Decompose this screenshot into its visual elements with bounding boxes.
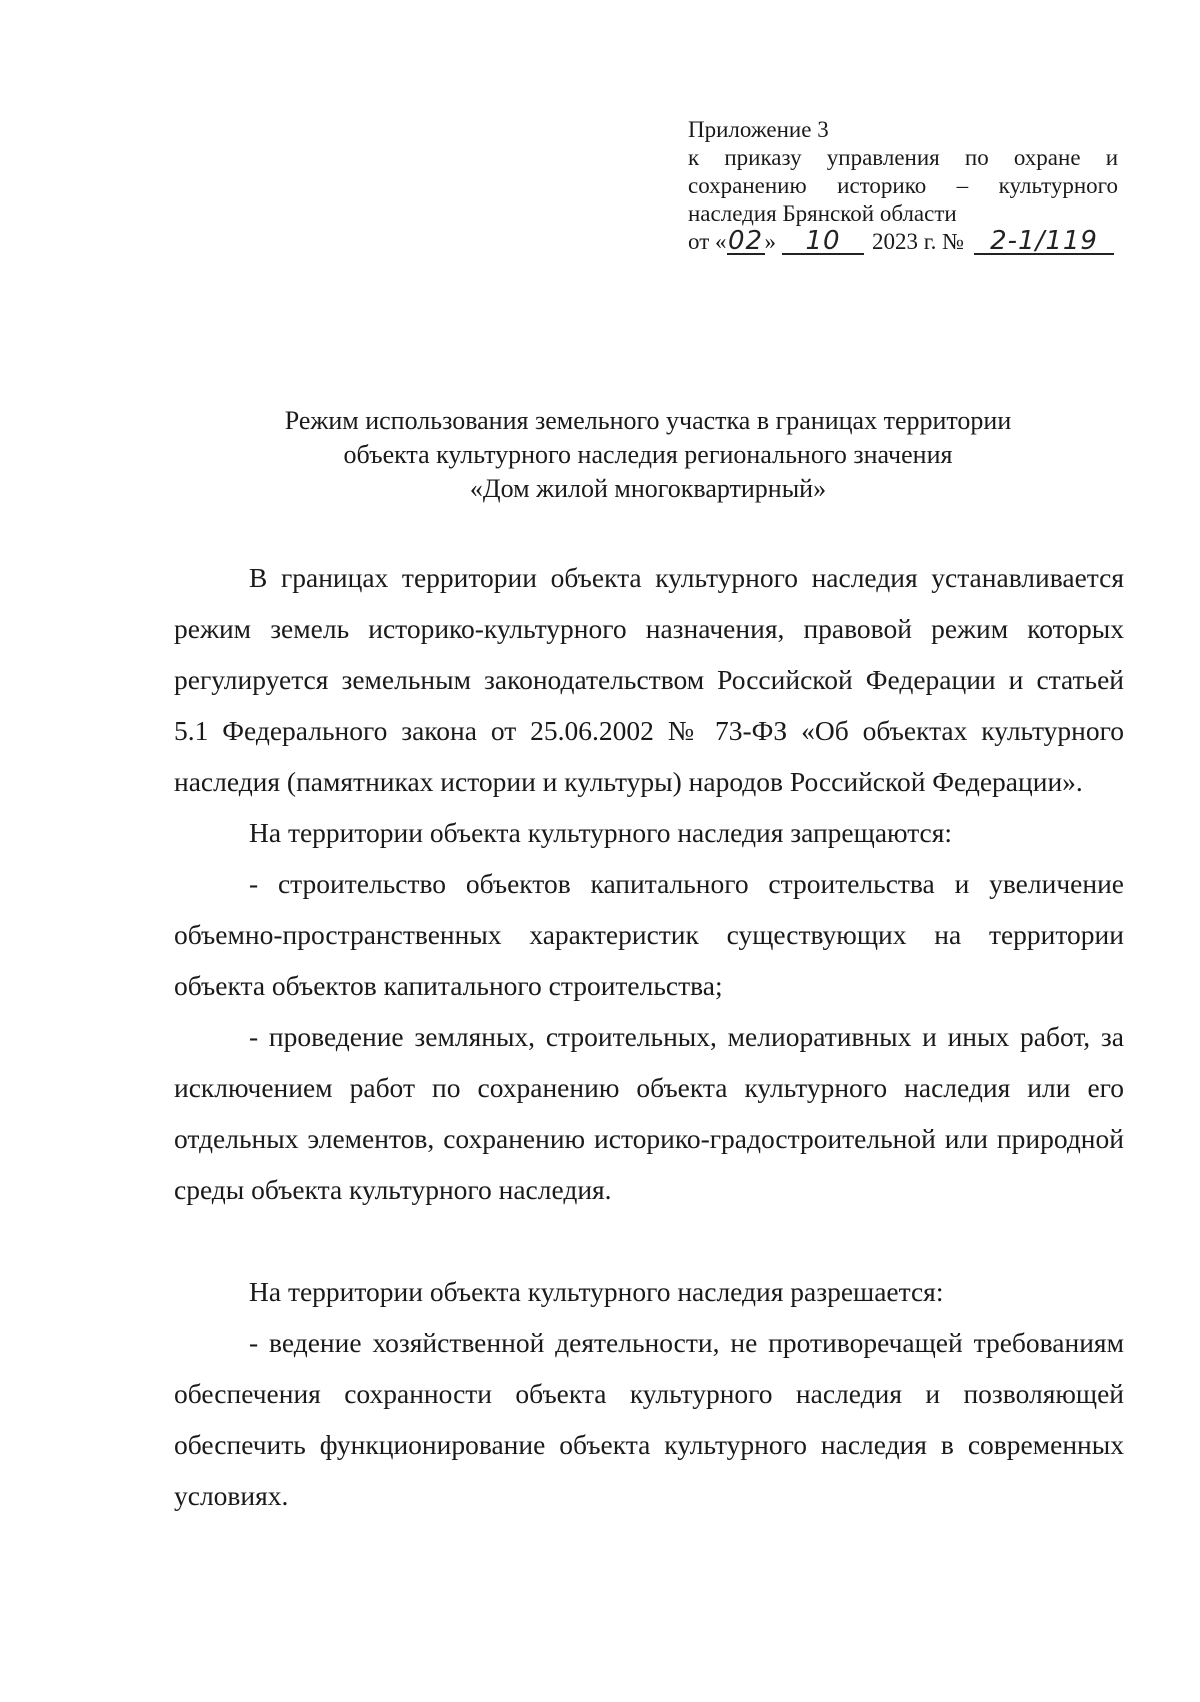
paragraph-prohibited-heading: На территории объекта культурного наследия запрещаются: (249, 817, 953, 848)
title-line-1: Режим использования земельного участка в границах территории (284, 406, 1012, 435)
paragraph-regime: В границах территории объекта культурного наследия устанавливается режим земель историко-культурного назначения, правовой режим которых регулируется земельным законодательством Российской Федерации и статьей 5.1 Федерального закона от 25.06.2002 № 73-ФЗ «Об объектах культурного наследия (памятниках истории и культуры) народов Российской Федерации». (174, 562, 1124, 797)
appendix-title: Приложение 3 (688, 117, 829, 142)
document-title (160, 404, 1136, 506)
title-line-3: «Дом жилой многоквартирный» (469, 474, 827, 503)
title-line-2: объекта культурного наследия регионального значения (343, 440, 953, 469)
paragraph-prohibited-works: - проведение земляных, строительных, мелиоративных и иных работ, за исключением работ по сохранению объекта культурного наследия или его отдельных элементов, сохранению историко-градостроительной или природной среды объекта культурного наследия. (174, 1021, 1124, 1205)
date-year-text: 2023 г. № (872, 229, 965, 254)
date-prefix: от « (688, 229, 727, 254)
handwritten-day: 02 (727, 226, 764, 256)
appendix-block (688, 116, 1118, 256)
appendix-region-line: наследия Брянской области (688, 201, 957, 226)
appendix-authority-line: сохранению историко – культурного (688, 173, 1118, 198)
paragraph-permitted-activity: - ведение хозяйственной деятельности, не противоречащей требованиям обеспечения сохранности объекта культурного наследия и позволяющей обеспечить функционирование объекта культурного наследия в современных условиях. (174, 1327, 1124, 1511)
appendix-date-line (688, 228, 1118, 256)
paragraph-permitted-heading: На территории объекта культурного наследия разрешается: (249, 1276, 944, 1307)
handwritten-month: 10 (782, 229, 864, 255)
appendix-order-line: к приказу управления по охране и (688, 145, 1118, 170)
handwritten-order-number: 2-1/119 (974, 229, 1114, 255)
date-day-close: » (764, 229, 776, 254)
paragraph-prohibited-construction: - строительство объектов капитального строительства и увеличение объемно-пространственных характеристик существующих на территории объекта объектов капитального строительства; (174, 868, 1124, 1001)
document-body (174, 552, 1124, 1521)
